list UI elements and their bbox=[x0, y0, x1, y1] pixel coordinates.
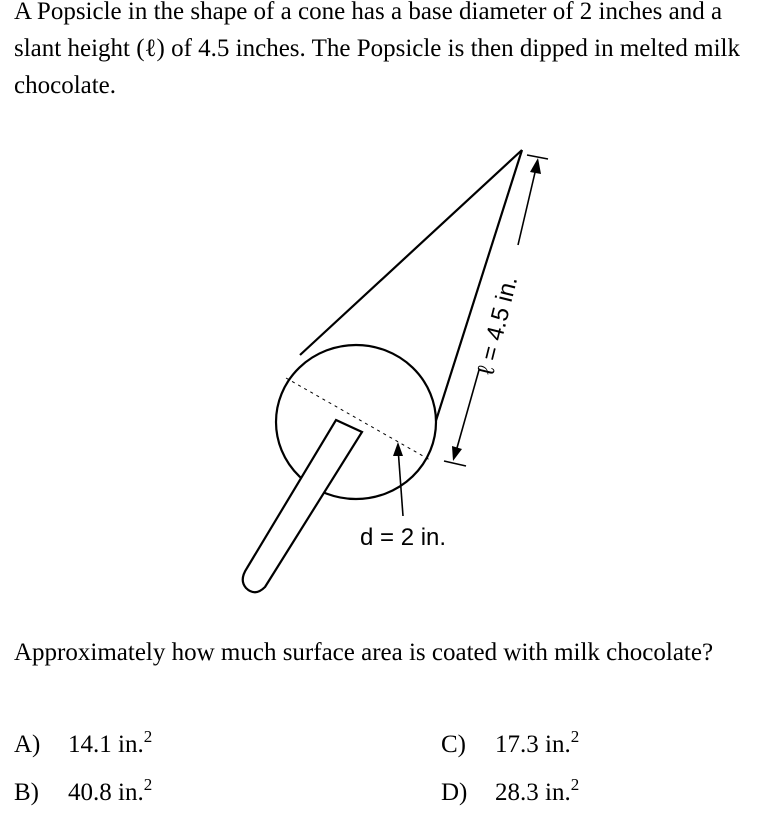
choice-exponent: 2 bbox=[570, 775, 580, 794]
choice-value: 14.1 in. bbox=[68, 731, 144, 758]
cone-base-circle bbox=[276, 345, 436, 499]
choice-exponent: 2 bbox=[143, 775, 153, 794]
choice-letter: D) bbox=[441, 779, 468, 806]
slant-height-label: ℓ = 4.5 in. bbox=[472, 273, 524, 378]
choice-b[interactable] bbox=[14, 775, 153, 808]
choice-exponent: 2 bbox=[143, 727, 153, 746]
choice-letter: C) bbox=[441, 731, 466, 758]
choice-exponent: 2 bbox=[570, 727, 580, 746]
question-prompt: Approximately how much surface area is coated with milk chocolate? bbox=[14, 639, 714, 666]
choice-value: 17.3 in. bbox=[495, 731, 571, 758]
choice-value: 40.8 in. bbox=[68, 779, 144, 806]
choice-value: 28.3 in. bbox=[495, 779, 571, 806]
choice-a[interactable] bbox=[14, 727, 153, 760]
diameter-label: d = 2 in. bbox=[360, 524, 447, 551]
question-stem: A Popsicle in the shape of a cone has a base diameter of 2 inches and a slant height (ℓ) of 4.5 inches. The Popsicle is then dipped in melted milk chocolate. bbox=[14, 0, 740, 99]
choice-letter: B) bbox=[14, 779, 39, 806]
choice-d[interactable] bbox=[441, 775, 580, 808]
choice-letter: A) bbox=[14, 731, 41, 758]
choice-c[interactable] bbox=[441, 727, 580, 760]
